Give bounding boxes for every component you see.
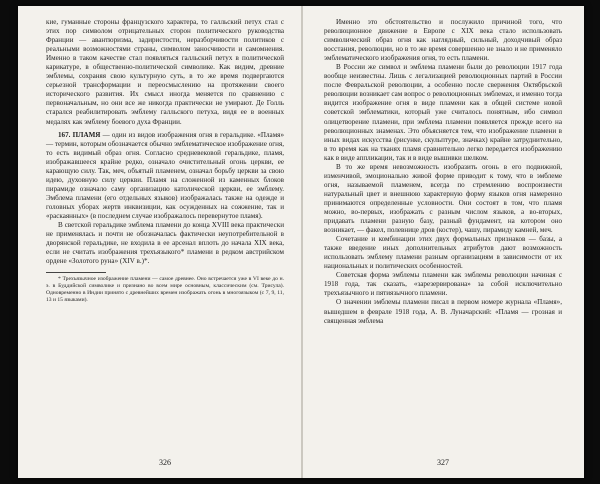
right-page (324, 18, 562, 466)
left-page-number: 326 (159, 458, 171, 467)
right-page-number: 327 (437, 458, 449, 467)
right-paragraph-2: В России же символ и эмблема пламени были до революции 1917 года вообще неизвестны. Лишь с легализацией революционных партий в России после Февральской революции, а особенно после свержения Октябрьской революции возникает сам вопрос о революционных эмблемах, и именно тогда видится изображение огня в виде пламени как в общей системе новой советской эмблематики, который уже считалось понятным, ибо символ олицетворение пламени, при эмблема пламени появляется прежде всего на революционных знаменах. Это объясняется тем, что изображение пламени в иных видах искусства (рисунке, скульптуре, значках) крайне затруднительно, в то время как на тканях пламя сравнительно легко передается изображению как в виде аппликации, так и в виде вышивки шелком. (324, 63, 562, 162)
dictionary-entry (46, 131, 284, 221)
footnote-divider (46, 272, 106, 273)
right-paragraph-3: В то же время невозможность изобразить огонь в его подвижной, изменчивой, эмоционально живой форме приводит к тому, что в эмблеме огня, называемой пламенем, всегда по стремлению воспроизвести натуральный цвет и внешнюю характерную форму языков огня намеренно принимаются определенные условности. Они состоят в том, что пламя можно, во-первых, изображать с разным числом языков, а во-вторых, придавать пламени разную базу, разный фундамент, на котором оно возникает, — факел, полевнице дров (костер), чашу, пирамиду камней, меч. (324, 162, 562, 235)
left-paragraph-1: кие, гуманные стороны французского характера, то галльский петух стал с этих пор символом отрицательных сторон политического руководства Франции — авантюризма, задиристости, неразборчивости политиков с реальными возможностями страны, символом заносчивости и самомнения. Именно в таком качестве стал появляться галльский петух в политической карикатуре, в общественно-политической символике. Как видим, древние эмблемы, сохраняя свою культурную суть, в то же время подвергаются серьезной трансформации и переосмыслению на протяжении своего исторического развития. Их смысл иногда меняется по сравнению с первоначальным, но они все же никогда практически не умирают. Де Голль старался реабилитировать эмблему галльского петуха, видя ее в военных медалях как эмблему боевого духа Франции. (46, 18, 284, 126)
entry-text: — один из видов изображения огня в геральдике. «Пламя» — термин, которым обозначается обычно эмблематическое изображение огня, то есть видимый образ огня. Согласно средневековой геральдике, пламя, изображавшееся крайне редко, означало очистительный огонь церкви, ее карающую силу. Так, меч, объятый пламенем, означал борьбу церкви за свою идею, духовную силу церкви. Пламя на сложенной из каменных блоков пирамиде означало саму организацию католической церкви, ее эмблему. Эмблема пламени (его отдельных языков) изображалась также на одежде и головных уборах жертв инквизиции, как осужденных на сожжение, так и «раскаянных» (в последнем случае изображалось перевернутое пламя). (46, 130, 284, 220)
book-gutter (301, 6, 303, 478)
right-paragraph-5: Советская форма эмблемы пламени как эмблемы революции начиная с 1918 года, так сказать, «зарезервирована» за собой исключительно трехъязычного и пятиязычного пламени. (324, 271, 562, 298)
book-spread (18, 6, 584, 478)
entry-number: 167. (58, 130, 71, 139)
footnote: * Трехъязычное изображение пламени — самое древнее. Оно встречается уже в VI веке до н. э. в Буддийской символике и признано во всем мире основным, классическим (см. Трисула). Одновременно в Индии принято с древнейших времен изображать огонь в многоязыком (с 7, 9, 11, 13 и 15 языками). (46, 276, 284, 304)
left-paragraph-2: В светской геральдике эмблема пламени до конца XVIII века практически не применялась и почти не обозначалась фактически неупотребительной в дворянской геральдике, не входила в ее арсенал вплоть до начала XIX века, если не считать изображения трехъязыкого* пламени в редком австрийском ордене «Золотого руна» (XIV в.)*. (46, 221, 284, 266)
entry-term: ПЛАМЯ (72, 130, 101, 139)
right-paragraph-1: Именно это обстоятельство и послужило причиной того, что революционное движение в Европе с XIX века стало использовать символический образ огня как наглядный, сильный, доходчивый образ восстания, революции, но в то же время совершенно не знало и не применяло эмблематического изображения огня, то есть пламени. (324, 18, 562, 63)
right-paragraph-6: О значении эмблемы пламени писал в первом номере журнала «Пламя», вышедшем в феврале 1918 года, А. В. Луначарский: «Пламя — грозная и священная эмблема (324, 298, 562, 325)
right-paragraph-4: Сочетание и комбинации этих двух формальных признаков — базы, а также введение иных дополнительных атрибутов дают возможность использовать эмблему пламени разным организациям в зависимости от их национальных и политических особенностей. (324, 235, 562, 271)
left-page (46, 18, 284, 466)
